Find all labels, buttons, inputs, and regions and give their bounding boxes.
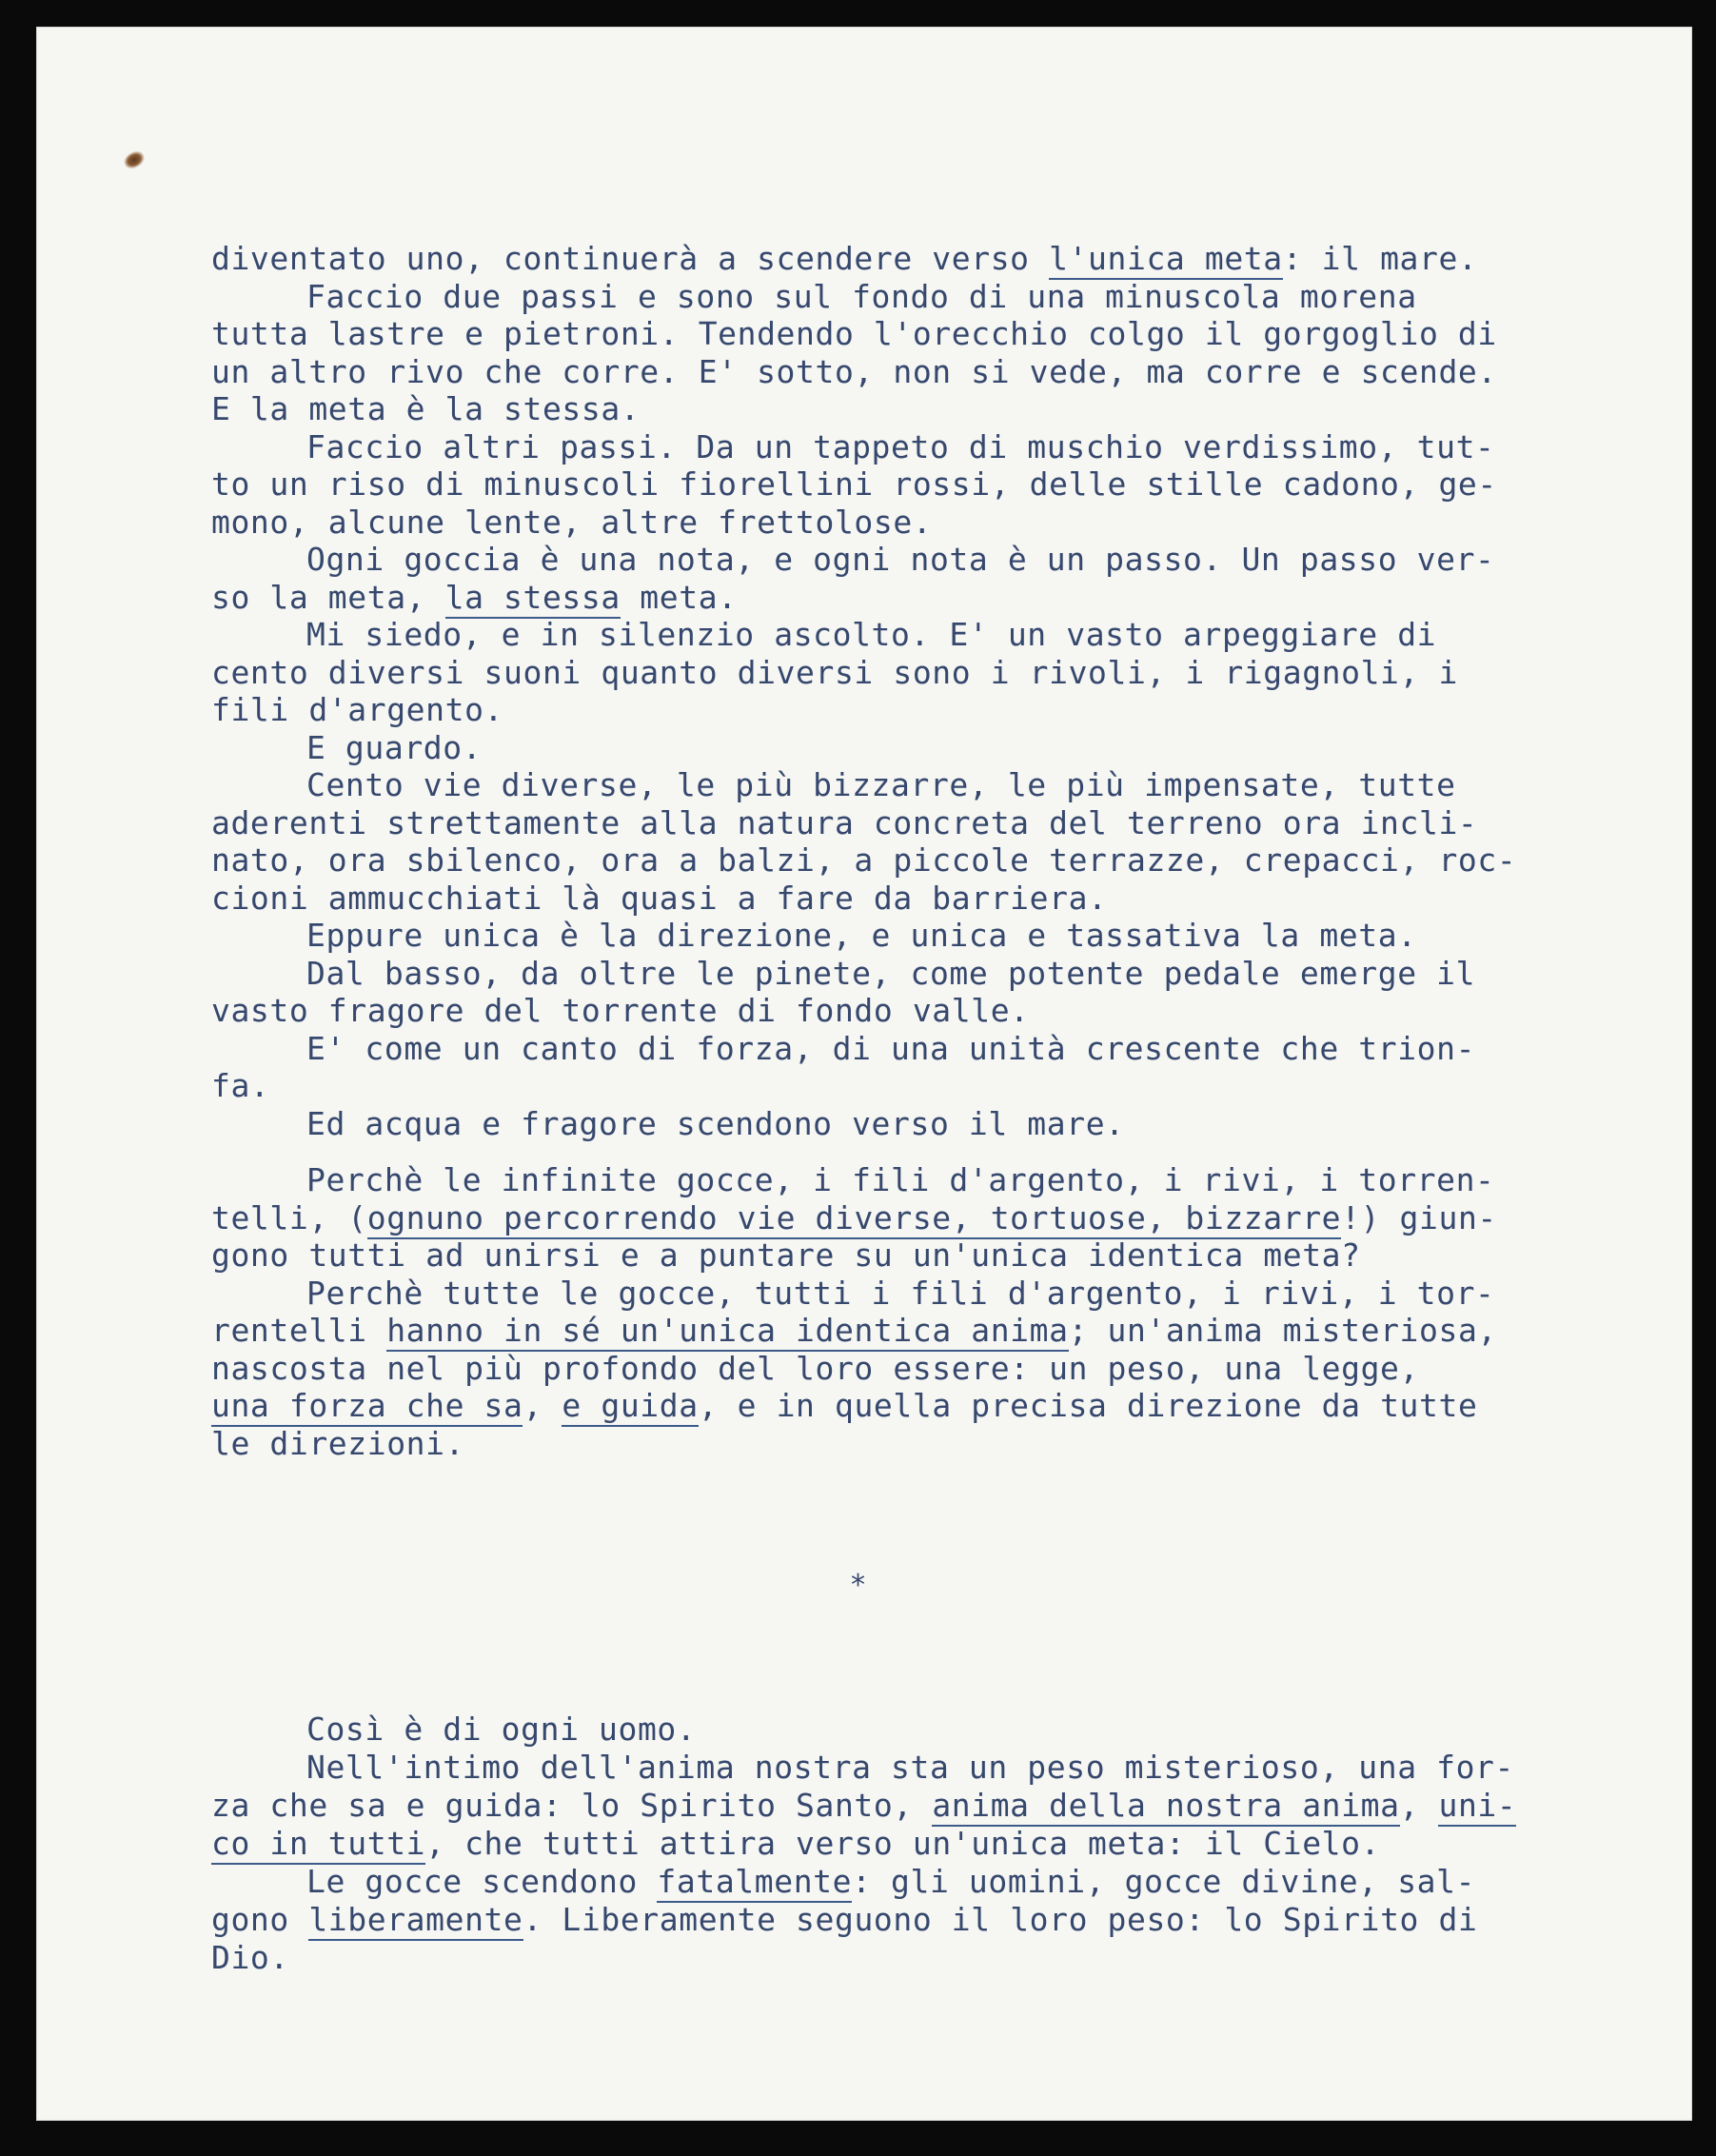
text-span: gono: [211, 1901, 309, 1938]
text-span: E' come un canto di forza, di una unità crescente che trion-: [306, 1029, 1476, 1067]
text-span: , e in quella precisa direzione da tutte: [698, 1387, 1478, 1424]
text-span: Cento vie diverse, le più bizzarre, le più impensate, tutte: [306, 766, 1456, 803]
text-line: [211, 1901, 1544, 1939]
text-span: nascosta nel più profondo del loro essere: un peso, una legge,: [211, 1349, 1419, 1387]
text-span: telli, (: [211, 1198, 367, 1236]
underlined-text: anima della nostra anima: [932, 1787, 1399, 1827]
underlined-text: e guida: [562, 1387, 698, 1427]
text-line: [211, 1312, 1544, 1350]
text-span: un altro rivo che corre. E' sotto, non si vede, ma corre e scende.: [211, 352, 1497, 390]
text-span: gono tutti ad unirsi e a puntare su un'unica identica meta?: [211, 1236, 1361, 1274]
text-line: [211, 992, 1544, 1030]
text-span: nato, ora sbilenco, ora a balzi, a piccole terrazze, crepacci, roc-: [211, 841, 1517, 879]
underlined-text: l'unica meta: [1049, 240, 1283, 280]
text-line: [211, 1711, 1544, 1749]
text-span: Così è di ogni uomo.: [306, 1711, 697, 1748]
text-span: Faccio due passi e sono sul fondo di una minuscola morena: [306, 277, 1417, 315]
text-span: fa.: [211, 1067, 270, 1104]
text-line: [211, 955, 1544, 993]
paragraph-gap: [211, 1142, 1544, 1161]
text-line: [211, 1787, 1544, 1825]
text-span: . Liberamente seguono il loro peso: lo Spirito di: [523, 1901, 1478, 1938]
text-span: cioni ammucchiati là quasi a fare da barriera.: [211, 879, 1108, 917]
text-span: aderenti strettamente alla natura concreta del terreno ora incli-: [211, 803, 1478, 841]
text-span: Faccio altri passi. Da un tappeto di muschio verdissimo, tut-: [306, 427, 1495, 465]
text-span: Perchè tutte le gocce, tutti i fili d'argento, i rivi, i tor-: [306, 1274, 1495, 1312]
text-span: E la meta è la stessa.: [211, 390, 641, 427]
text-span: Ed acqua e fragore scendono verso il mare.: [306, 1104, 1125, 1142]
text-line: [211, 1067, 1544, 1105]
underlined-text: hanno in sé un'unica identica anima: [386, 1312, 1068, 1352]
text-line: [211, 1236, 1544, 1275]
text-span: so la meta,: [211, 578, 445, 616]
text-span: ,: [1399, 1787, 1439, 1824]
text-line: [211, 240, 1544, 278]
text-line: [211, 841, 1544, 880]
text-line: [211, 616, 1544, 654]
text-line: [211, 390, 1544, 428]
text-line: [211, 1939, 1544, 1977]
text-span: cento diversi suoni quanto diversi sono i rivoli, i rigagnoli, i: [211, 653, 1458, 691]
text-span: fili d'argento.: [211, 691, 504, 728]
underlined-text: la stessa: [445, 579, 621, 619]
text-line: [211, 353, 1544, 391]
text-line: [211, 1749, 1544, 1787]
text-line: [211, 428, 1544, 466]
text-span: , che tutti attira verso un'unica meta: il Cielo.: [425, 1825, 1381, 1862]
body-text: [211, 240, 1544, 1462]
underlined-text: liberamente: [308, 1901, 523, 1941]
text-line: [211, 465, 1544, 504]
text-span: Le gocce scendono: [306, 1863, 658, 1900]
closing-text: [211, 1711, 1544, 1977]
text-span: : il mare.: [1282, 240, 1478, 277]
text-span: ; un'anima misteriosa,: [1068, 1312, 1497, 1349]
text-line: [211, 541, 1544, 579]
text-line: [211, 1825, 1544, 1863]
underlined-text: ognuno percorrendo vie diverse, tortuose, bizzarre: [367, 1199, 1341, 1239]
text-line: [211, 1275, 1544, 1313]
text-line: [211, 1161, 1544, 1199]
text-span: Eppure unica è la direzione, e unica e tassativa la meta.: [306, 917, 1417, 954]
text-span: E guardo.: [306, 728, 483, 766]
text-line: [211, 1199, 1544, 1237]
text-line: [211, 1350, 1544, 1388]
text-line: [211, 1387, 1544, 1425]
text-span: le direzioni.: [211, 1424, 465, 1462]
text-span: Mi siedo, e in silenzio ascolto. E' un vasto arpeggiare di: [306, 616, 1437, 653]
text-line: [211, 691, 1544, 729]
underlined-text: co in tutti: [211, 1825, 425, 1865]
text-span: to un riso di minuscoli fiorellini rossi, delle stille cadono, ge-: [211, 465, 1497, 503]
text-line: [211, 1425, 1544, 1463]
text-span: mono, alcune lente, altre frettolose.: [211, 503, 933, 541]
text-span: : gli uomini, gocce divine, sal-: [852, 1863, 1476, 1900]
underlined-text: fatalmente: [657, 1863, 852, 1903]
text-line: [211, 1863, 1544, 1901]
text-span: Ogni goccia è una nota, e ogni nota è un passo. Un passo ver-: [306, 541, 1495, 578]
text-line: [211, 654, 1544, 692]
text-span: meta.: [620, 578, 738, 616]
text-line: [211, 278, 1544, 316]
section-separator: *: [849, 1569, 867, 1602]
underlined-text: una forza che sa: [211, 1387, 523, 1427]
text-line: [211, 766, 1544, 804]
underlined-text: uni-: [1438, 1787, 1516, 1827]
text-span: rentelli: [211, 1312, 387, 1349]
text-span: Dal basso, da oltre le pinete, come potente pedale emerge il: [306, 954, 1476, 992]
text-line: [211, 504, 1544, 542]
text-line: [211, 1030, 1544, 1068]
text-line: [211, 1105, 1544, 1143]
text-span: !) giun-: [1341, 1198, 1497, 1236]
text-span: tutta lastre e pietroni. Tendendo l'orecchio colgo il gorgoglio di: [211, 315, 1497, 352]
text-span: Perchè le infinite gocce, i fili d'argento, i rivi, i torren-: [306, 1161, 1495, 1198]
text-span: Nell'intimo dell'anima nostra sta un peso misterioso, una for-: [306, 1749, 1514, 1786]
text-span: Dio.: [211, 1939, 289, 1976]
text-line: [211, 804, 1544, 842]
text-line: [211, 315, 1544, 353]
text-span: ,: [523, 1387, 562, 1424]
text-span: vasto fragore del torrente di fondo valle.: [211, 992, 1030, 1029]
text-line: [211, 917, 1544, 955]
text-span: diventato uno, continuerà a scendere verso: [211, 240, 1050, 277]
text-line: [211, 729, 1544, 767]
text-line: [211, 579, 1544, 617]
text-span: za che sa e guida: lo Spirito Santo,: [211, 1787, 933, 1824]
text-line: [211, 880, 1544, 918]
